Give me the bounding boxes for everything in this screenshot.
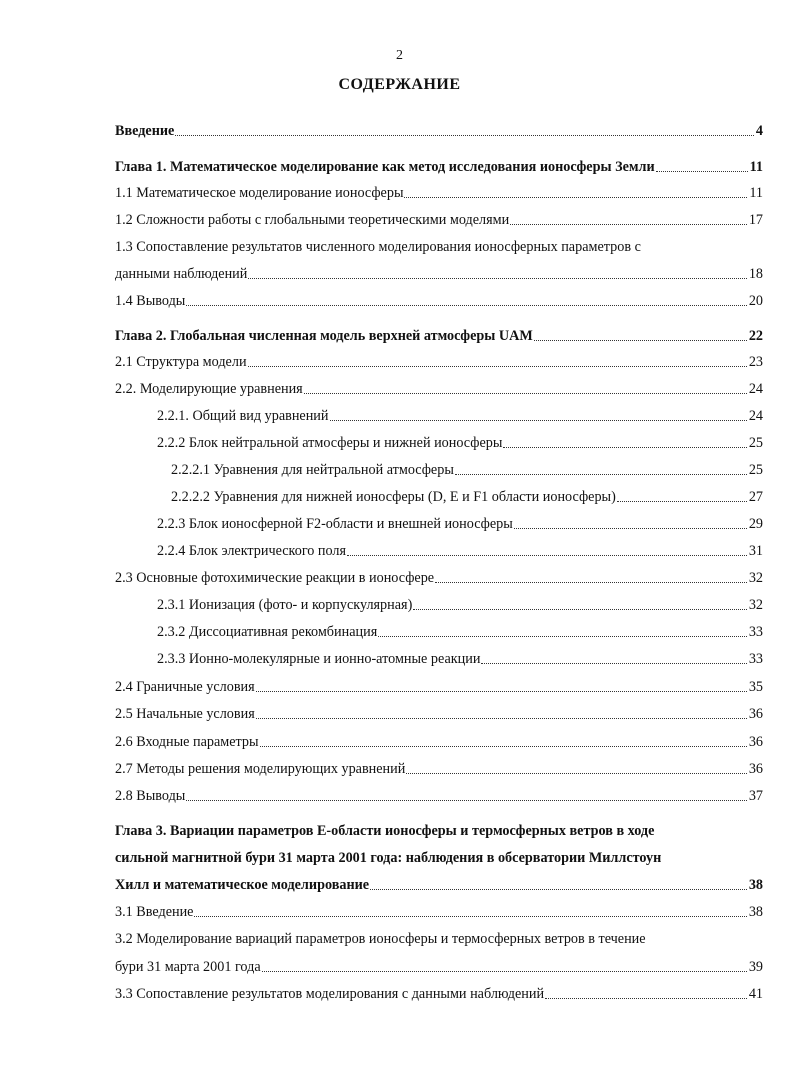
toc-entry-page: 33 (748, 651, 763, 667)
leader-dots (656, 171, 748, 172)
toc-entry-page: 36 (748, 706, 763, 722)
page-number: 2 (396, 48, 403, 63)
toc-entry-1-2[interactable] (115, 211, 763, 229)
leader-dots (481, 663, 746, 664)
toc-entry-text: 2.2.2 Блок нейтральной атмосферы и нижней ионосферы (157, 435, 503, 451)
leader-dots (256, 718, 747, 719)
leader-dots (248, 278, 746, 279)
toc-title: СОДЕРЖАНИЕ (338, 76, 461, 93)
toc-entry-page: 25 (748, 462, 763, 478)
leader-dots (175, 135, 754, 136)
toc-entry-page: 24 (748, 408, 763, 424)
toc-entry-chapter-3-line-2[interactable]: сильной магнитной бури 31 марта 2001 года: наблюдения в обсерватории Миллстоун (115, 850, 662, 866)
toc-entry-page: 31 (748, 543, 763, 559)
toc-entry-1-1[interactable] (115, 184, 763, 202)
toc-entry-page: 35 (748, 679, 763, 695)
leader-dots (262, 971, 747, 972)
toc-entry-page: 33 (748, 624, 763, 640)
toc-entry-2-3-1[interactable] (157, 596, 763, 614)
toc-entry-text: 2.7 Методы решения моделирующих уравнений (115, 761, 406, 777)
toc-entry-text: 2.3.2 Диссоциативная рекомбинация (157, 624, 378, 640)
toc-entry-text: 2.3 Основные фотохимические реакции в ионосфере (115, 570, 435, 586)
toc-entry-3-2-line-1[interactable]: 3.2 Моделирование вариаций параметров ионосферы и термосферных ветров в течение (115, 931, 646, 947)
toc-entry-page: 4 (755, 123, 763, 139)
toc-entry-text: 2.1 Структура модели (115, 354, 247, 370)
toc-entry-text: 2.3.1 Ионизация (фото- и корпускулярная) (157, 597, 413, 613)
toc-entry-text: Глава 2. Глобальная численная модель верхней атмосферы UAM (115, 328, 533, 344)
toc-entry-page: 36 (748, 761, 763, 777)
toc-entry-text: 1.1 Математическое моделирование ионосферы (115, 185, 404, 201)
toc-entry-page: 32 (748, 597, 763, 613)
toc-entry-page: 11 (749, 159, 763, 175)
toc-entry-introduction[interactable] (115, 122, 763, 140)
toc-entry-2-2-2-2[interactable] (171, 488, 763, 506)
leader-dots (413, 609, 747, 610)
toc-entry-text: 2.8 Выводы (115, 788, 186, 804)
toc-entry-2-3-3[interactable] (157, 650, 763, 668)
toc-entry-1-3-line-1[interactable]: 1.3 Сопоставление результатов численного моделирования ионосферных параметров с (115, 239, 641, 255)
toc-entry-text: 2.4 Граничные условия (115, 679, 255, 695)
leader-dots (248, 366, 747, 367)
toc-entry-text: 2.2.1. Общий вид уравнений (157, 408, 329, 424)
toc-entry-page: 37 (748, 788, 763, 804)
toc-entry-2-2-1[interactable] (157, 407, 763, 425)
toc-entry-text: 2.2.3 Блок ионосферной F2-области и внешней ионосферы (157, 516, 513, 532)
toc-entry-text: 2.3.3 Ионно-молекулярные и ионно-атомные реакции (157, 651, 481, 667)
toc-entry-1-4[interactable] (115, 292, 763, 310)
toc-entry-text: Глава 1. Математическое моделирование как метод исследования ионосферы Земли (115, 159, 655, 175)
toc-entry-1-3[interactable] (115, 265, 763, 283)
toc-entry-3-2[interactable] (115, 958, 763, 976)
toc-entry-text: Введение (115, 123, 175, 139)
leader-dots (514, 528, 747, 529)
leader-dots (347, 555, 747, 556)
toc-entry-page: 23 (748, 354, 763, 370)
toc-entry-2-3[interactable] (115, 569, 763, 587)
leader-dots (404, 197, 747, 198)
toc-entry-2-6[interactable] (115, 733, 763, 751)
toc-entry-text: Хилл и математическое моделирование (115, 877, 370, 893)
toc-entry-page: 38 (748, 904, 763, 920)
toc-entry-text: 2.2.4 Блок электрического поля (157, 543, 347, 559)
toc-entry-page: 36 (748, 734, 763, 750)
toc-entry-text: 1.2 Сложности работы с глобальными теоретическими моделями (115, 212, 510, 228)
toc-entry-chapter-1[interactable] (115, 158, 763, 176)
toc-entry-page: 27 (748, 489, 763, 505)
leader-dots (510, 224, 747, 225)
toc-entry-text: 2.2. Моделирующие уравнения (115, 381, 303, 397)
toc-entry-page: 41 (748, 986, 763, 1002)
toc-entry-page: 11 (749, 185, 763, 201)
leader-dots (370, 889, 747, 890)
toc-entry-text: 3.1 Введение (115, 904, 194, 920)
toc-entry-chapter-2[interactable] (115, 327, 763, 345)
toc-entry-text: 2.2.2.1 Уравнения для нейтральной атмосферы (171, 462, 454, 478)
toc-entry-2-8[interactable] (115, 787, 763, 805)
leader-dots (194, 916, 746, 917)
leader-dots (186, 305, 746, 306)
toc-entry-text: бури 31 марта 2001 года (115, 959, 261, 975)
leader-dots (435, 582, 747, 583)
toc-entry-chapter-3[interactable] (115, 876, 763, 894)
toc-entry-2-3-2[interactable] (157, 623, 763, 641)
toc-entry-2-4[interactable] (115, 678, 763, 696)
toc-entry-page: 20 (748, 293, 763, 309)
toc-entry-text: 2.5 Начальные условия (115, 706, 255, 722)
toc-entry-page: 29 (748, 516, 763, 532)
toc-entry-2-7[interactable] (115, 760, 763, 778)
toc-entry-text: 2.2.2.2 Уравнения для нижней ионосферы (D, E и F1 области ионосферы) (171, 489, 616, 505)
toc-entry-2-2-2-1[interactable] (171, 461, 763, 479)
toc-entry-3-1[interactable] (115, 903, 763, 921)
toc-entry-chapter-3-line-1[interactable]: Глава 3. Вариации параметров Е-области ионосферы и термосферных ветров в ходе (115, 823, 655, 839)
toc-entry-page: 39 (748, 959, 763, 975)
leader-dots (406, 773, 746, 774)
toc-entry-2-5[interactable] (115, 705, 763, 723)
toc-entry-text: 2.6 Входные параметры (115, 734, 259, 750)
toc-entry-page: 22 (748, 328, 763, 344)
leader-dots (186, 800, 746, 801)
toc-entry-2-1[interactable] (115, 353, 763, 371)
leader-dots (256, 691, 747, 692)
toc-entry-page: 38 (748, 877, 763, 893)
toc-entry-text: данными наблюдений (115, 266, 248, 282)
toc-entry-page: 18 (748, 266, 763, 282)
leader-dots (304, 393, 747, 394)
leader-dots (617, 501, 747, 502)
leader-dots (455, 474, 747, 475)
toc-entry-page: 24 (748, 381, 763, 397)
toc-entry-text: 3.3 Сопоставление результатов моделирования с данными наблюдений (115, 986, 545, 1002)
toc-entry-2-2[interactable] (115, 380, 763, 398)
leader-dots (503, 447, 746, 448)
leader-dots (534, 340, 747, 341)
toc-entry-page: 32 (748, 570, 763, 586)
toc-entry-2-2-4[interactable] (157, 542, 763, 560)
toc-entry-text: 1.4 Выводы (115, 293, 186, 309)
leader-dots (260, 746, 747, 747)
toc-entry-2-2-3[interactable] (157, 515, 763, 533)
toc-entry-page: 25 (748, 435, 763, 451)
leader-dots (545, 998, 747, 999)
toc-entry-page: 17 (748, 212, 763, 228)
toc-entry-2-2-2[interactable] (157, 434, 763, 452)
toc-entry-3-3[interactable] (115, 985, 763, 1003)
leader-dots (378, 636, 747, 637)
leader-dots (330, 420, 747, 421)
